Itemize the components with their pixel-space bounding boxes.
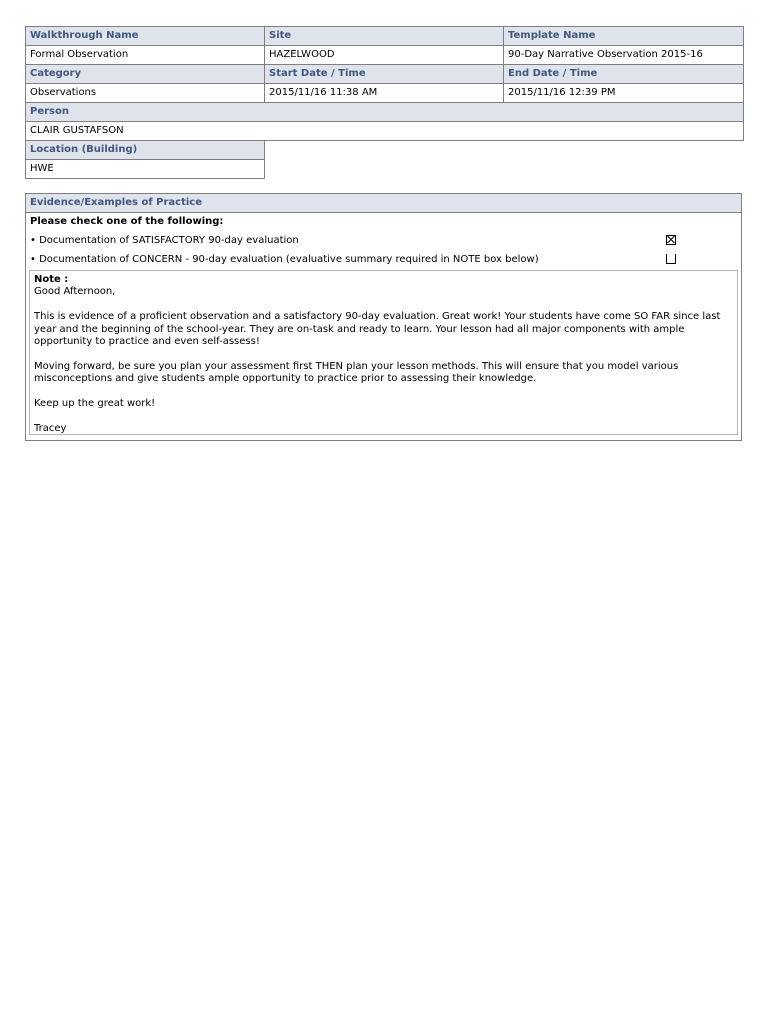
category-value: Observations [26,84,265,103]
site-label: Site [265,27,504,46]
note-box [29,270,738,435]
note-line: opportunity to practice and even self-assess! [34,336,260,348]
category-label: Category [26,65,265,84]
walkthrough-name-value: Formal Observation [26,46,265,65]
value-row [26,46,744,65]
note-line: Keep up the great work! [34,398,156,410]
option-satisfactory [26,231,741,250]
evidence-question: Please check one of the following: [30,216,224,227]
header-row [26,27,744,46]
option-concern-checkbox[interactable] [666,254,676,264]
header-row [26,141,744,160]
value-row [26,84,744,103]
blank-cell [265,160,744,179]
template-name-label: Template Name [504,27,744,46]
value-row [26,160,744,179]
option-concern [26,250,741,269]
note-line: misconceptions and give students ample opportunity to practice prior to assessing their knowledge. [34,373,537,385]
template-name-value: 90-Day Narrative Observation 2015-16 [504,46,744,65]
person-label: Person [26,103,744,122]
header-row [26,65,744,84]
end-date-label: End Date / Time [504,65,744,84]
site-value: HAZELWOOD [265,46,504,65]
option-satisfactory-label: • Documentation of SATISFACTORY 90-day evaluation [30,235,299,246]
note-signature: Tracey [34,422,67,434]
walkthrough-name-label: Walkthrough Name [26,27,265,46]
blank-cell [265,141,744,160]
start-date-value: 2015/11/16 11:38 AM [265,84,504,103]
note-line: This is evidence of a proficient observation and a satisfactory 90-day evaluation. Great work! Your students have come SO FAR since last [34,311,721,323]
location-label: Location (Building) [26,141,265,160]
value-row [26,122,744,141]
option-concern-label: • Documentation of CONCERN - 90-day evaluation (evaluative summary required in NOTE box below) [30,254,539,265]
location-value: HWE [26,160,265,179]
header-row [26,103,744,122]
walkthrough-info-table [25,26,744,179]
note-label: Note : [34,274,69,285]
note-line: year and the beginning of the school-year. They are on-task and ready to learn. Your lesson had all major components with ample [34,323,685,335]
note-greeting: Good Afternoon, [34,286,116,298]
option-satisfactory-checkbox[interactable] [666,235,676,245]
person-value: CLAIR GUSTAFSON [26,122,744,141]
note-line: Moving forward, be sure you plan your assessment first THEN plan your lesson methods. This will ensure that you model various [34,360,679,372]
start-date-label: Start Date / Time [265,65,504,84]
end-date-value: 2015/11/16 12:39 PM [504,84,744,103]
evidence-section [25,193,742,441]
evidence-header: Evidence/Examples of Practice [26,194,741,213]
